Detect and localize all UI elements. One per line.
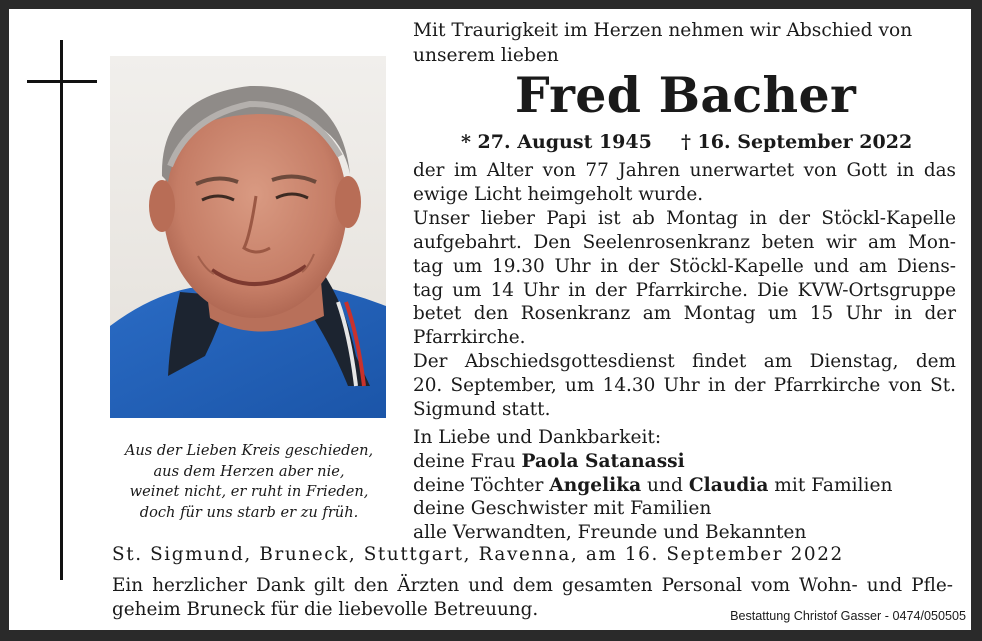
wife-name: Paola Satanassi: [521, 450, 685, 472]
announcement-body: [413, 159, 956, 422]
death-date: † 16. September 2022: [681, 131, 913, 153]
memorial-poem: [108, 441, 390, 523]
body-line: 20. September, um 14.30 Uhr in der Pfarrkirche von St.: [413, 375, 956, 397]
daughters-prefix: deine Töchter: [413, 474, 550, 496]
body-line: Unser lieber Papi ist ab Montag in der Stöckl-Kapelle: [413, 207, 956, 229]
family-heading: In Liebe und Dankbarkeit:: [413, 427, 662, 448]
thanks-line-1: Ein herzlicher Dank gilt den Ärzten und dem gesamten Personal vom Wohn- und Pfle-: [112, 575, 953, 596]
family-relatives: alle Verwandten, Freunde und Bekannten: [413, 522, 807, 544]
daughter-name-1: Angelika: [549, 474, 642, 496]
intro-text: [413, 18, 958, 68]
poem-line: weinet nicht, er ruht in Frieden,: [129, 483, 369, 500]
poem-line: Aus der Lieben Kreis geschieden,: [124, 442, 374, 459]
poem-line: aus dem Herzen aber nie,: [153, 462, 345, 480]
birth-date: * 27. August 1945: [461, 131, 652, 153]
daughters-suffix: mit Familien: [768, 474, 893, 496]
deceased-name: Fred Bacher: [514, 66, 857, 124]
intro-line-1: Mit Traurigkeit im Herzen nehmen wir Abschied von: [413, 20, 913, 41]
body-line: Sigmund statt.: [413, 399, 551, 421]
body-line: Pfarrkirche.: [413, 327, 526, 349]
intro-line-2: unserem lieben: [413, 45, 559, 66]
body-line: ewige Licht heimgeholt wurde.: [413, 183, 704, 205]
place-and-date: St. Sigmund, Bruneck, Stuttgart, Ravenna, am 16. September 2022: [112, 544, 844, 565]
portrait-photo: [110, 56, 386, 418]
family-siblings: deine Geschwister mit Familien: [413, 498, 712, 520]
body-line: aufgebahrt. Den Seelenrosenkranz beten wir am Mon-: [413, 231, 956, 253]
body-line: betet den Rosenkranz am Montag um 15 Uhr in der: [413, 303, 956, 325]
daughters-and: und: [641, 474, 689, 496]
body-line: tag um 19.30 Uhr in der Stöckl-Kapelle und am Diens-: [413, 255, 956, 277]
family-wife-prefix: deine Frau: [413, 450, 522, 472]
undertaker-credit: Bestattung Christof Gasser - 0474/050505: [730, 609, 966, 623]
family-wife: [413, 450, 958, 474]
family-daughters: [413, 474, 958, 498]
cross-icon: [60, 40, 63, 580]
family-list: [413, 426, 958, 545]
thanks-line-2: geheim Bruneck für die liebevolle Betreuung.: [112, 598, 539, 620]
poem-line: doch für uns starb er zu früh.: [139, 503, 359, 521]
body-line: Der Abschiedsgottesdienst findet am Dienstag, dem: [413, 351, 956, 373]
body-line: tag um 14 Uhr in der Pfarrkirche. Die KVW-Ortsgruppe: [413, 279, 956, 301]
cross-icon-bar: [27, 80, 97, 83]
body-line: der im Alter von 77 Jahren unerwartet von Gott in das: [413, 160, 956, 181]
daughter-name-2: Claudia: [688, 474, 769, 496]
